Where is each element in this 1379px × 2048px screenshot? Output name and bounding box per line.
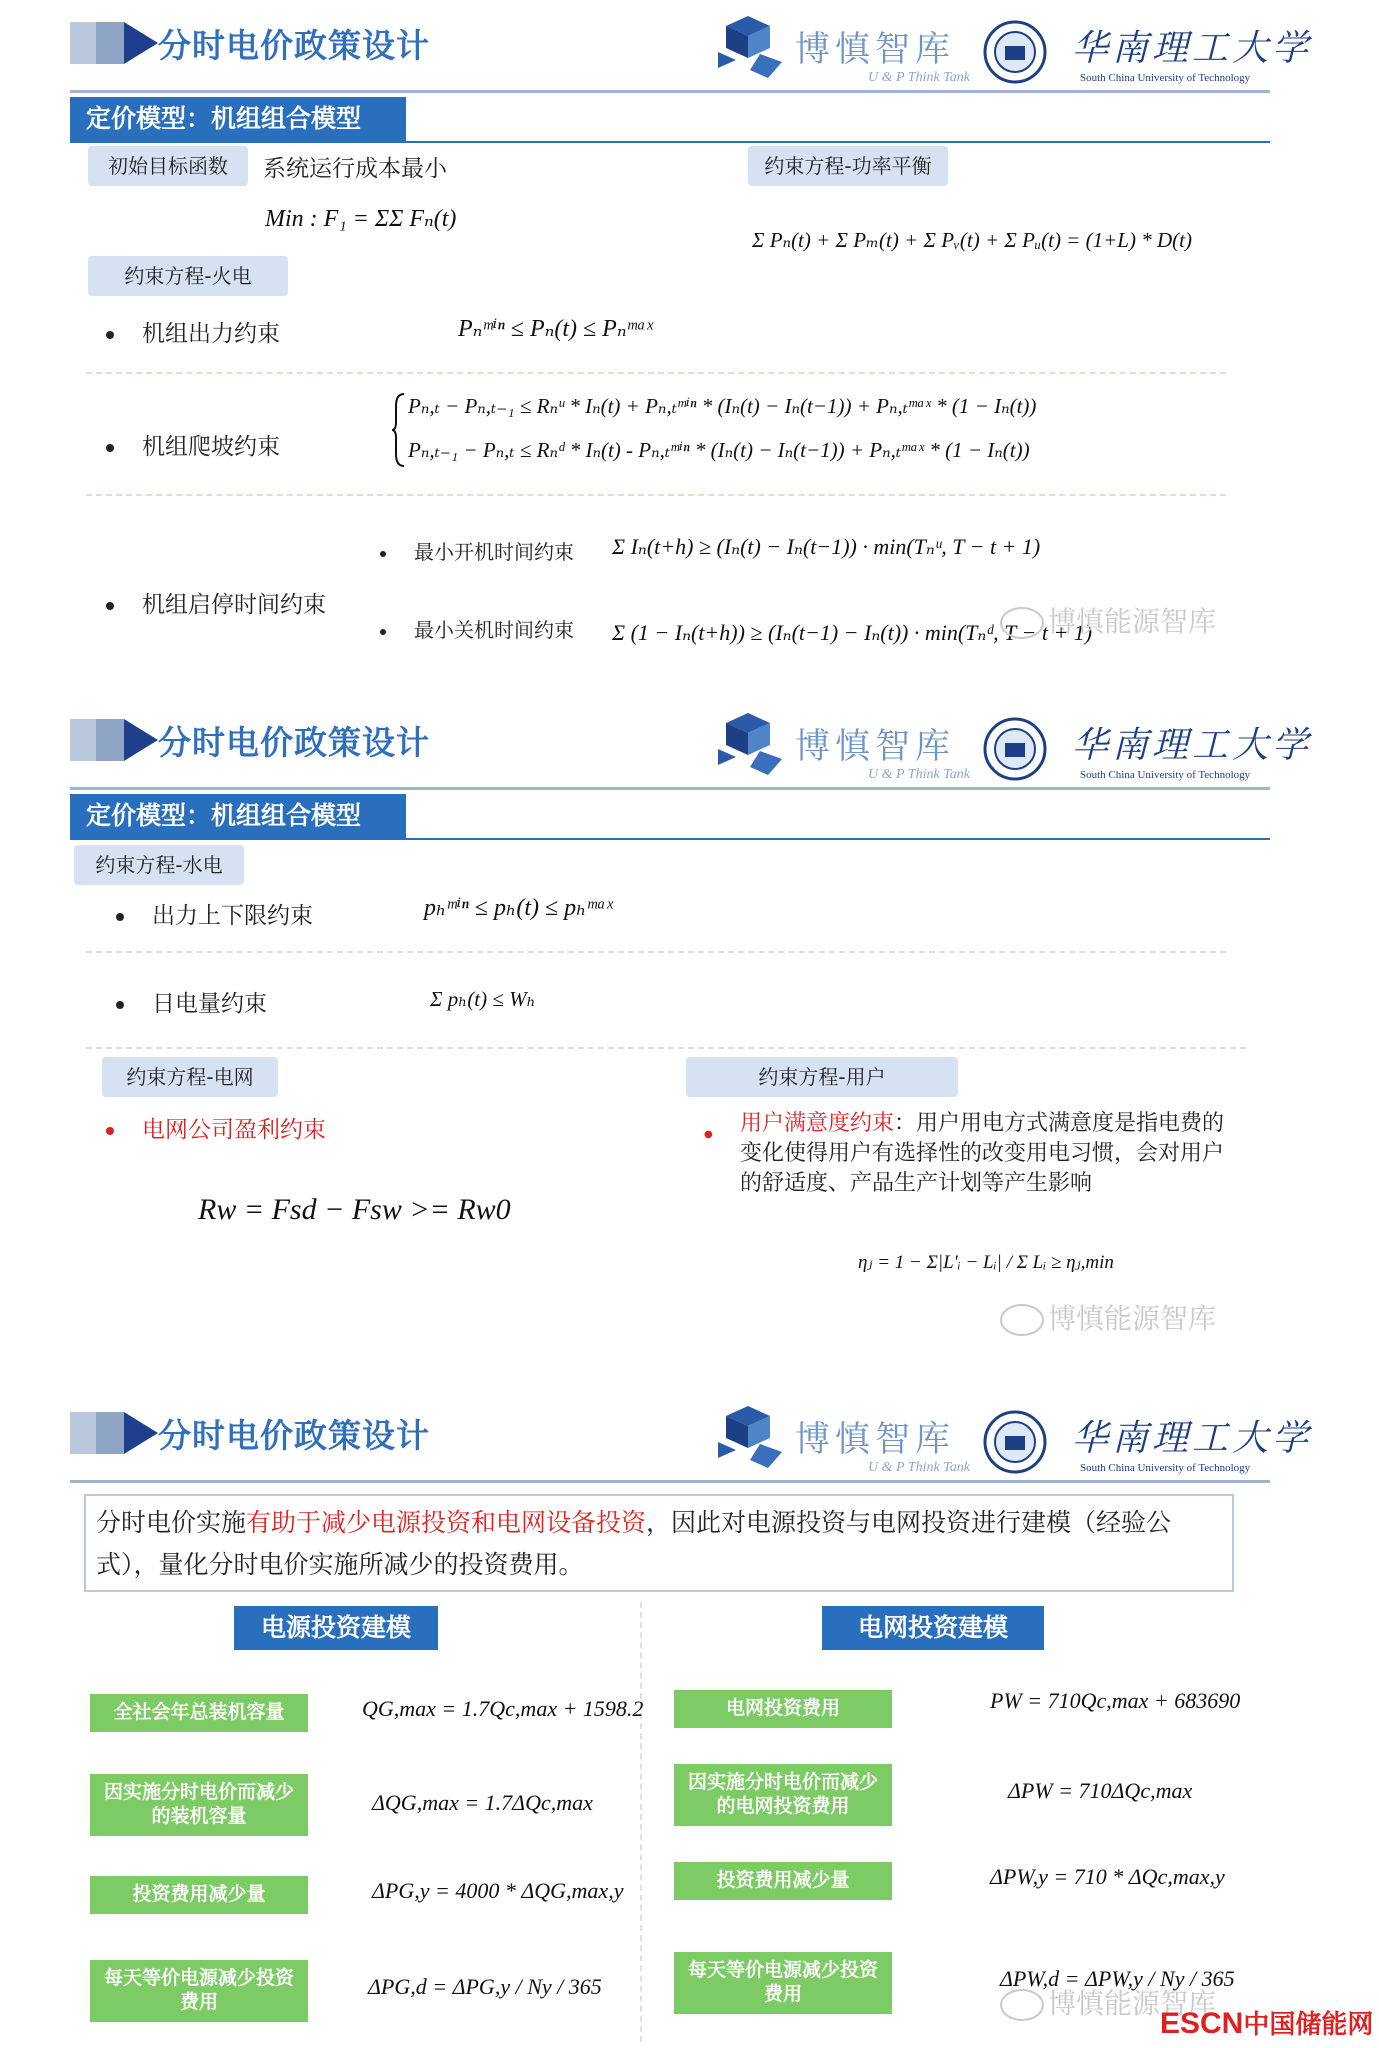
left-item-label: 每天等价电源减少投资费用: [90, 1960, 308, 2022]
university-name-en: South China University of Technology: [1080, 769, 1251, 781]
bullet-min-off: 最小关机时间约束: [380, 614, 574, 643]
bullet-daily: 日电量约束: [116, 985, 267, 1018]
left-item-formula: ΔPG,d = ΔPG,y / Ny / 365: [368, 1974, 602, 1999]
power-invest-heading: 电源投资建模: [234, 1606, 438, 1650]
header-divider: [70, 787, 1270, 790]
brand-sub: U & P Think Tank: [868, 767, 970, 782]
formula-grid: Rw = Fsd − Fsw >= Rw0: [198, 1193, 511, 1226]
section-divider: [70, 141, 1270, 143]
pill-power-balance: 约束方程-功率平衡: [748, 146, 948, 186]
watermark: 博慎能源智库: [1000, 600, 1216, 640]
slide-3: [0, 1390, 1379, 2048]
pill-grid: 约束方程-电网: [102, 1057, 278, 1097]
bullet-grid: 电网公司盈利约束: [106, 1111, 326, 1144]
formula-daily: Σ pₕ(t) ≤ Wₕ: [430, 987, 536, 1011]
right-item-label: 因实施分时电价而减少的电网投资费用: [674, 1764, 892, 1826]
slide-1: [0, 0, 1379, 690]
column-divider: [640, 1602, 642, 2042]
wechat-icon: [1000, 607, 1044, 639]
divider: [86, 951, 1226, 953]
objective-text: 系统运行成本最小: [263, 156, 447, 182]
right-item-formula: ΔPW = 710ΔQc,max: [1008, 1778, 1193, 1803]
university-name-en: South China University of Technology: [1080, 72, 1251, 84]
formula-user: ηⱼ = 1 − Σ|L'ᵢ − Lᵢ| / Σ Lᵢ ≥ ηⱼ,min: [858, 1252, 1114, 1273]
watermark: 博慎能源智库: [1000, 1982, 1216, 2022]
right-item-label: 每天等价电源减少投资费用: [674, 1952, 892, 2014]
section-divider: [70, 838, 1270, 840]
slide-title: 分时电价政策设计: [158, 26, 430, 65]
left-item-label: 因实施分时电价而减少的装机容量: [90, 1774, 308, 1836]
think-tank-logo-icon: [710, 709, 786, 781]
formula-min-off: Σ (1 − Iₙ(t+h)) ≥ (Iₙ(t−1) − Iₙ(t)) · min(Tₙᵈ, T − t + 1): [612, 620, 1093, 645]
formula-output: Pₙᵐⁱⁿ ≤ Pₙ(t) ≤ Pₙᵐᵃˣ: [458, 316, 653, 342]
wechat-icon: [1000, 1304, 1044, 1336]
left-item-formula: ΔQG,max = 1.7ΔQc,max: [372, 1790, 593, 1815]
objective-formula: Min : F₁ = ΣΣ Fₙ(t): [265, 206, 457, 232]
slide-title: 分时电价政策设计: [158, 723, 430, 762]
formula-min-on: Σ Iₙ(t+h) ≥ (Iₙ(t) − Iₙ(t−1)) · min(Tₙᵘ, T − t + 1): [612, 534, 1041, 559]
university-seal-icon: [983, 717, 1047, 781]
pill-objective: 初始目标函数: [88, 146, 248, 186]
divider: [86, 372, 1226, 374]
think-tank-logo-icon: [710, 12, 786, 84]
wechat-icon: [1000, 1989, 1044, 2021]
university-seal-icon: [983, 20, 1047, 84]
right-item-label: 投资费用减少量: [674, 1862, 892, 1900]
bullet-min-on: 最小开机时间约束: [380, 536, 574, 565]
header-divider: [70, 1480, 1270, 1483]
think-tank-logo-icon: [710, 1402, 786, 1474]
university-name: 华南理工大学: [1072, 1418, 1313, 1459]
bullet-hydro-limit: 出力上下限约束: [116, 897, 313, 930]
pill-hydro: 约束方程-水电: [74, 845, 244, 885]
header-divider: [70, 90, 1270, 93]
left-item-formula: QG,max = 1.7Qc,max + 1598.2: [362, 1696, 644, 1721]
university-name-en: South China University of Technology: [1080, 1462, 1251, 1474]
formula-hydro-limit: pₕᵐⁱⁿ ≤ pₕ(t) ≤ pₕᵐᵃˣ: [424, 895, 613, 921]
brace-icon: [392, 392, 406, 468]
formula-ramp-2: Pₙ,ₜ₋₁ − Pₙ,ₜ ≤ Rₙᵈ * Iₙ(t) - Pₙ,ₜᵐⁱⁿ * (Iₙ(t) − Iₙ(t−1)) + Pₙ,ₜᵐᵃˣ * (1 − Iₙ(t)): [408, 438, 1030, 462]
left-item-formula: ΔPG,y = 4000 * ΔQG,max,y: [372, 1878, 624, 1903]
intro-box: 分时电价实施有助于减少电源投资和电网设备投资，因此对电源投资与电网投资进行建模（经验公式），量化分时电价实施所减少的投资费用。: [84, 1494, 1234, 1592]
watermark: 博慎能源智库: [1000, 1297, 1216, 1337]
divider: [86, 1047, 1246, 1049]
right-item-formula: ΔPW,y = 710 * ΔQc,max,y: [990, 1864, 1225, 1889]
formula-ramp-1: Pₙ,ₜ − Pₙ,ₜ₋₁ ≤ Rₙᵘ * Iₙ(t) + Pₙ,ₜᵐⁱⁿ * (Iₙ(t) − Iₙ(t−1)) + Pₙ,ₜᵐᵃˣ * (1 − Iₙ(t)): [408, 394, 1037, 418]
brand-name: 博慎智库: [795, 1420, 956, 1460]
brand-name: 博慎智库: [795, 30, 956, 70]
bullet-ramp: 机组爬坡约束: [106, 428, 280, 461]
pill-user: 约束方程-用户: [686, 1057, 958, 1097]
left-item-label: 全社会年总装机容量: [90, 1694, 308, 1732]
pill-thermal: 约束方程-火电: [88, 256, 288, 296]
balance-formula: Σ Pₙ(t) + Σ Pₘ(t) + Σ Pᵥ(t) + Σ Pᵤ(t) = (1+L) * D(t): [752, 228, 1192, 252]
brand-sub: U & P Think Tank: [868, 1460, 970, 1475]
slide-2: [0, 697, 1379, 1387]
left-item-label: 投资费用减少量: [90, 1876, 308, 1914]
brand-sub: U & P Think Tank: [868, 70, 970, 85]
escn-logo: ESCN中国储能网: [1160, 2007, 1374, 2040]
slide-title: 分时电价政策设计: [158, 1416, 430, 1455]
bullet-output: 机组出力约束: [106, 315, 280, 348]
university-seal-icon: [983, 1410, 1047, 1474]
divider: [86, 494, 1226, 496]
user-constraint-text: ● 用户满意度约束：用户用电方式满意度是指电费的变化使得用户有选择性的改变用电习惯，会对用户的舒适度、产品生产计划等产生影响: [704, 1111, 1225, 1196]
right-item-formula: PW = 710Qc,max + 683690: [990, 1688, 1241, 1713]
right-item-label: 电网投资费用: [674, 1690, 892, 1728]
right-item-formula: ΔPW,d = ΔPW,y / Ny / 365: [1000, 1966, 1235, 1991]
user-constraint-label: 用户满意度约束: [740, 1111, 895, 1136]
bullet-startstop: 机组启停时间约束: [106, 586, 326, 619]
grid-invest-heading: 电网投资建模: [822, 1606, 1044, 1650]
university-name: 华南理工大学: [1072, 725, 1313, 766]
section-title: 定价模型：机组组合模型: [70, 97, 406, 141]
section-title: 定价模型：机组组合模型: [70, 794, 406, 838]
university-name: 华南理工大学: [1072, 28, 1313, 69]
brand-name: 博慎智库: [795, 727, 956, 767]
